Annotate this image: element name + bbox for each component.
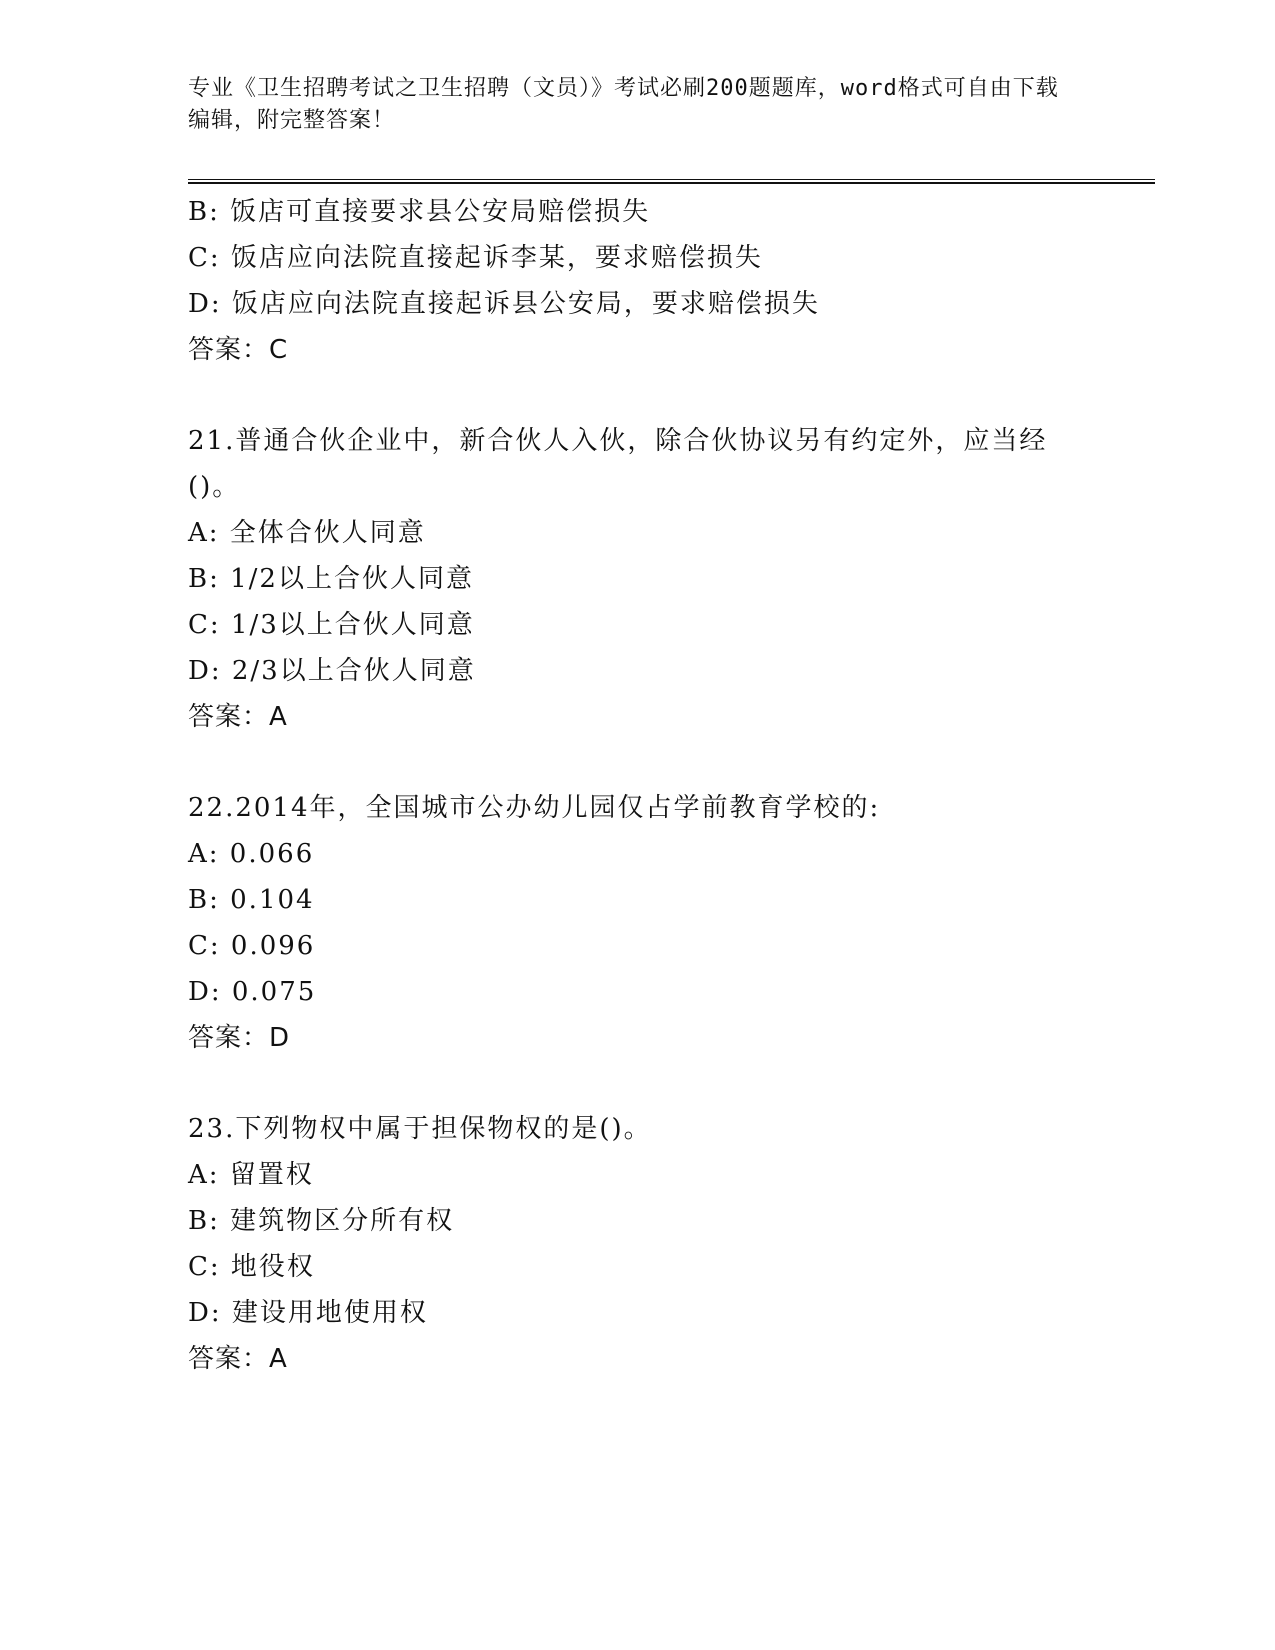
spacer — [188, 1061, 1088, 1106]
document-header: 专业《卫生招聘考试之卫生招聘（文员）》考试必刷200题题库，word格式可自由下载编辑，附完整答案！ — [188, 76, 1059, 133]
option-c: C: 饭店应向法院直接起诉李某，要求赔偿损失 — [188, 243, 763, 273]
option-a: A: 全体合伙人同意 — [188, 518, 426, 548]
option-b: B: 1/2以上合伙人同意 — [188, 564, 474, 594]
option-d: D: 建设用地使用权 — [188, 1298, 428, 1328]
question-block-21 — [188, 418, 1088, 740]
option-c: C: 1/3以上合伙人同意 — [188, 610, 475, 640]
answer-label: 答案：C — [188, 335, 289, 365]
option-c: C: 0.096 — [188, 931, 316, 961]
option-a: A: 留置权 — [188, 1160, 314, 1190]
option-c: C: 地役权 — [188, 1252, 315, 1282]
question-title: 22.2014年，全国城市公办幼儿园仅占学前教育学校的: — [188, 793, 881, 823]
spacer — [188, 740, 1088, 785]
question-block-23 — [188, 1106, 1088, 1382]
question-block-22 — [188, 785, 1088, 1061]
option-d: D: 0.075 — [188, 977, 317, 1007]
answer-label: 答案：D — [188, 1023, 291, 1053]
question-list — [188, 189, 1088, 1382]
header-divider — [188, 179, 1155, 184]
answer-label: 答案：A — [188, 702, 288, 732]
option-d: D: 饭店应向法院直接起诉县公安局，要求赔偿损失 — [188, 289, 820, 319]
question-block-20 — [188, 189, 1088, 373]
option-b: B: 建筑物区分所有权 — [188, 1206, 455, 1236]
option-b: B: 饭店可直接要求县公安局赔偿损失 — [188, 197, 651, 227]
question-title: 21.普通合伙企业中，新合伙人入伙，除合伙协议另有约定外，应当经()。 — [188, 426, 1048, 502]
answer-label: 答案：A — [188, 1344, 288, 1374]
option-b: B: 0.104 — [188, 885, 315, 915]
option-d: D: 2/3以上合伙人同意 — [188, 656, 476, 686]
question-title: 23.下列物权中属于担保物权的是()。 — [188, 1114, 652, 1144]
option-a: A: 0.066 — [188, 839, 315, 869]
spacer — [188, 373, 1088, 418]
